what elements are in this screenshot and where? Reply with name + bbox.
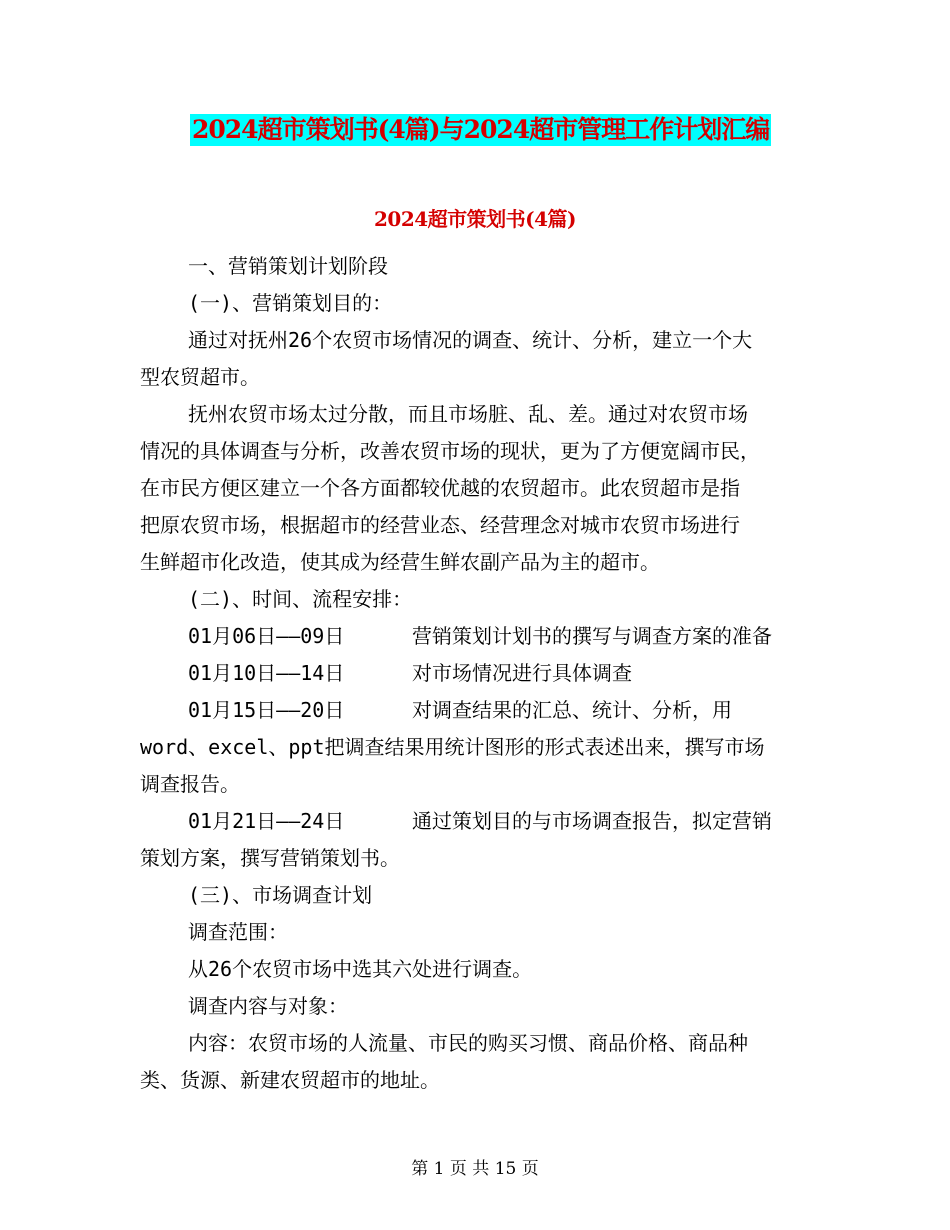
paragraph-line: word、excel、ppt把调查结果用统计图形的形式表述出来，撰写市场: [140, 735, 765, 759]
schedule-row: [140, 803, 802, 840]
schedule-row: [140, 618, 802, 655]
paragraph-line: 把原农贸市场，根据超市的经营业态、经营理念对城市农贸市场进行: [140, 513, 740, 537]
paragraph-line: 情况的具体调查与分析，改善农贸市场的现状，更为了方便宽阔市民，: [140, 439, 760, 463]
paragraph-line: 一、营销策划计划阶段: [188, 254, 388, 278]
schedule-task: 通过策划目的与市场调查报告，拟定营销: [412, 809, 772, 833]
paragraph-line: 型农贸超市。: [140, 365, 260, 389]
paragraph-line: 抚州农贸市场太过分散，而且市场脏、乱、差。通过对农贸市场: [188, 402, 748, 426]
paragraph-line: (三)、市场调查计划: [188, 883, 373, 907]
paragraph-line: 调查内容与对象：: [188, 994, 348, 1018]
schedule-task: 对市场情况进行具体调查: [412, 661, 632, 685]
page-number: 第 1 页 共 15 页: [411, 1159, 539, 1179]
paragraph-line: 内容：农贸市场的人流量、市民的购买习惯、商品价格、商品种: [188, 1031, 748, 1055]
schedule-date: 01月21日——24日: [188, 809, 345, 833]
paragraph-line: 在市民方便区建立一个各方面都较优越的农贸超市。此农贸超市是指: [140, 476, 740, 500]
paragraph-line: (一)、营销策划目的：: [188, 291, 393, 315]
paragraph-line: 从26个农贸市场中选其六处进行调查。: [188, 957, 533, 981]
paragraph-line: 策划方案，撰写营销策划书。: [140, 846, 400, 870]
section-title: 2024超市策划书(4篇): [373, 207, 576, 231]
document-body: [140, 248, 802, 1099]
paragraph-line: 调查范围：: [188, 920, 288, 944]
schedule-date: 01月06日——09日: [188, 624, 345, 648]
paragraph-line: 调查报告。: [140, 772, 240, 796]
paragraph-line: 通过对抚州26个农贸市场情况的调查、统计、分析，建立一个大: [188, 328, 753, 352]
paragraph-line: (二)、时间、流程安排：: [188, 587, 413, 611]
schedule-date: 01月15日——20日: [188, 698, 345, 722]
schedule-date: 01月10日——14日: [188, 661, 345, 685]
schedule-row: [140, 655, 802, 692]
schedule-task: 对调查结果的汇总、统计、分析，用: [412, 698, 732, 722]
document-title: 2024超市策划书(4篇)与2024超市管理工作计划汇编: [192, 115, 770, 144]
paragraph-line: 生鲜超市化改造，使其成为经营生鲜农副产品为主的超市。: [140, 550, 660, 574]
schedule-row: [140, 692, 802, 729]
paragraph-line: 类、货源、新建农贸超市的地址。: [140, 1068, 440, 1092]
schedule-task: 营销策划计划书的撰写与调查方案的准备: [412, 624, 772, 648]
